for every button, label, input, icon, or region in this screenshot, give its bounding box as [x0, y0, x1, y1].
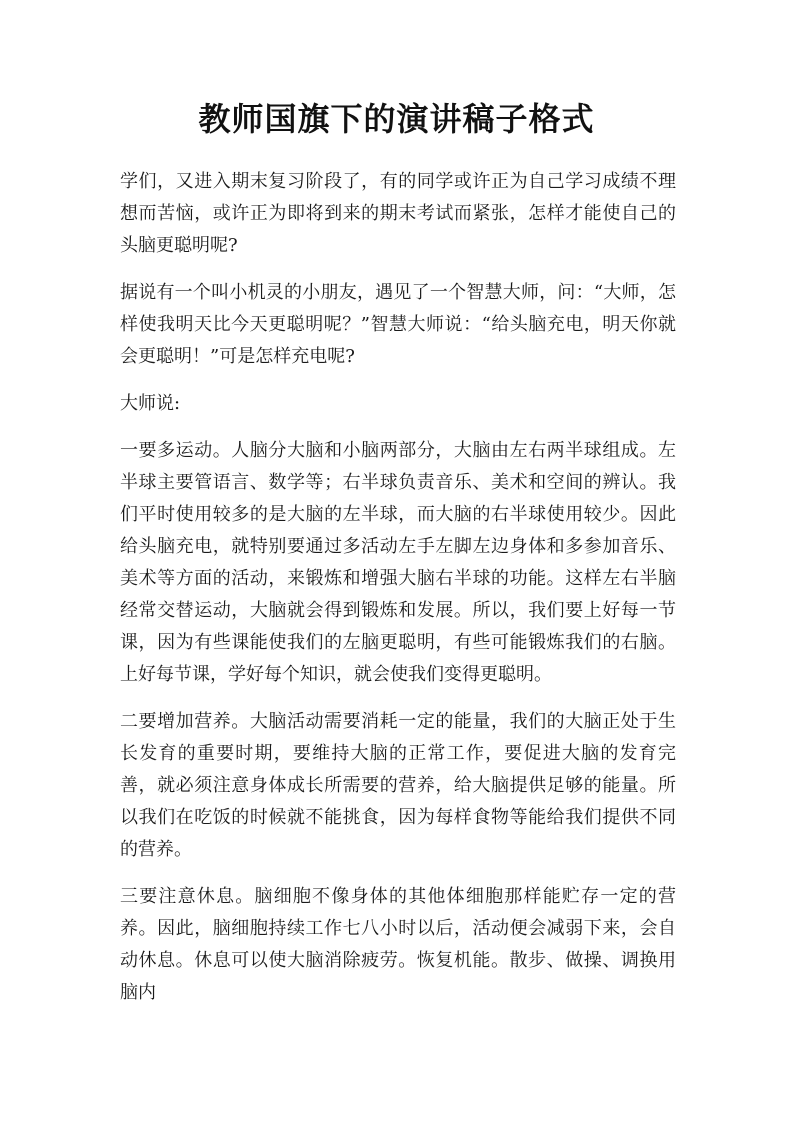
paragraph-nutrition: 二要增加营养。大脑活动需要消耗一定的能量，我们的大脑正处于生长发育的重要时期，要维持大脑的正常工作，要促进大脑的发育完善，就必须注意身体成长所需要的营养，给大脑提供足够的能量。所以我们在吃饭的时候就不能挑食，因为每样食物等能给我们提供不同的营养。 — [120, 711, 676, 860]
paragraph-master-says: 大师说: — [120, 393, 181, 414]
document-title: 教师国旗下的演讲稿子格式 — [198, 100, 595, 138]
paragraph-exercise: 一要多运动。人脑分大脑和小脑两部分，大脑由左右两半球组成。左半球主要管语言、数学等；右半球负责音乐、美术和空间的辨认。我们平时使用较多的是大脑的左半球，而大脑的右半球使用较少。因此给头脑充电，就特别要通过多活动左手左脚左边身体和多参加音乐、美术等方面的活动，来锻炼和增强大脑右半球的功能。这样左右半脑经常交替运动，大脑就会得到锻炼和发展。所以，我们要上好每一节课，因为有些课能使我们的左脑更聪明，有些可能锻炼我们的右脑。上好每节课，学好每个知识，就会使我们变得更聪明。 — [120, 440, 676, 685]
document-body — [120, 166, 676, 1024]
paragraph-rest: 三要注意休息。脑细胞不像身体的其他体细胞那样能贮存一定的营养。因此，脑细胞持续工作七八小时以后，活动便会减弱下来，会自动休息。休息可以使大脑消除疲劳。恢复机能。散步、做操、调换用脑内 — [120, 886, 676, 1003]
paragraph-story: 据说有一个叫小机灵的小朋友，遇见了一个智慧大师，问：“大师，怎样使我明天比今天更聪明呢？”智慧大师说：“给头脑充电，明天你就会更聪明！”可是怎样充电呢? — [120, 282, 676, 367]
paragraph-intro: 学们，又进入期末复习阶段了，有的同学或许正为自己学习成绩不理想而苦恼，或许正为即将到来的期末考试而紧张，怎样才能使自己的头脑更聪明呢? — [120, 171, 676, 256]
